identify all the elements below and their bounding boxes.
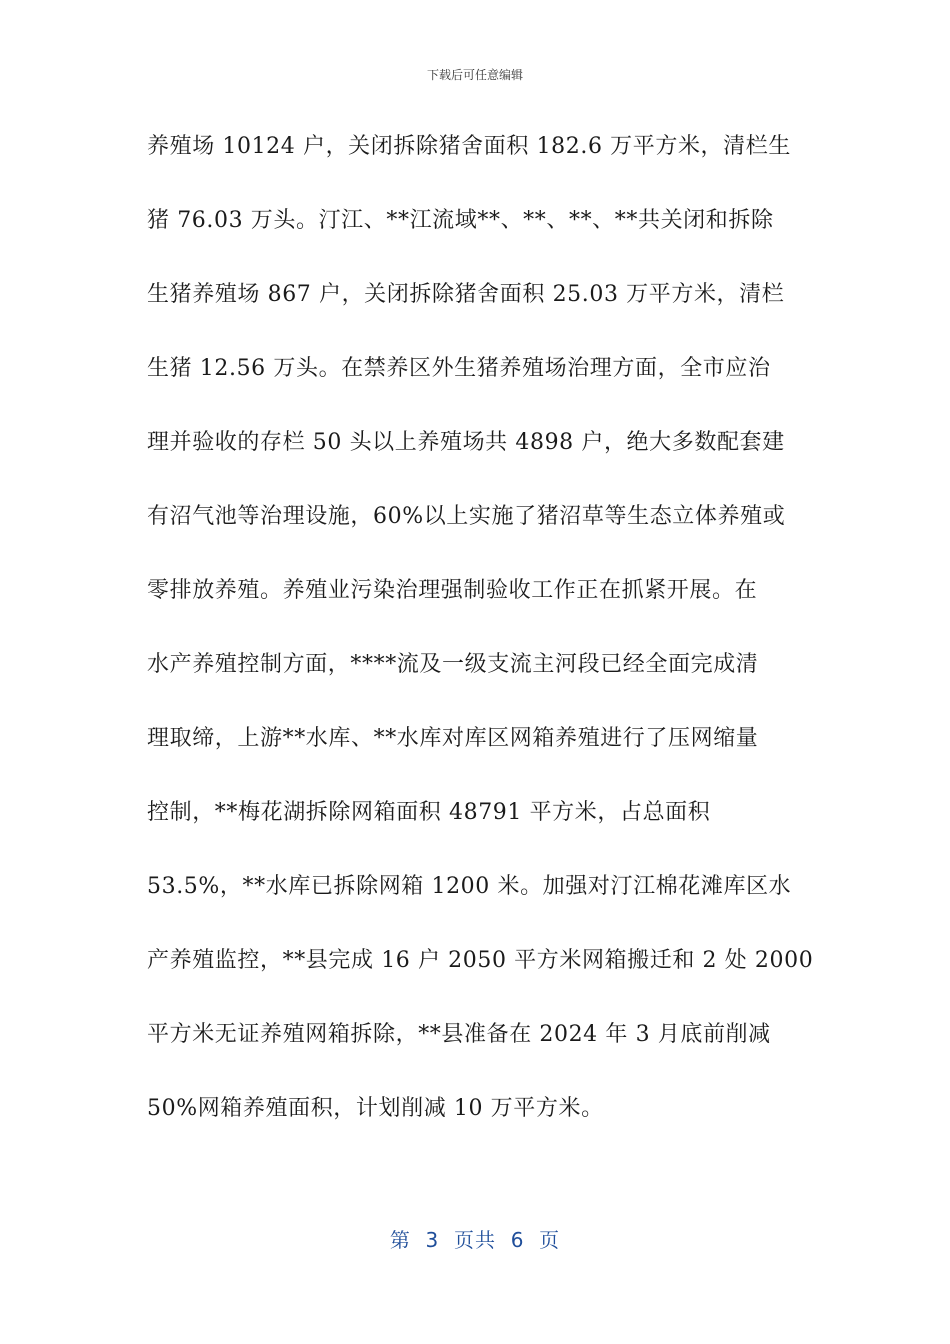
body-line-12: 产养殖监控，**县完成 16 户 2050 平方米网箱搬迁和 2 处 2000 bbox=[147, 948, 814, 973]
document-body bbox=[147, 123, 817, 1159]
body-line-3: 生猪养殖场 867 户，关闭拆除猪舍面积 25.03 万平方米，清栏 bbox=[147, 282, 785, 307]
page-number-footer: 第 3 页共 6 页 bbox=[389, 1228, 561, 1252]
body-line-11: 53.5%，**水库已拆除网箱 1200 米。加强对汀江棉花滩库区水 bbox=[147, 874, 792, 899]
body-line-1: 养殖场 10124 户，关闭拆除猪舍面积 182.6 万平方米，清栏生 bbox=[147, 134, 791, 159]
body-line-5: 理并验收的存栏 50 头以上养殖场共 4898 户，绝大多数配套建 bbox=[147, 430, 785, 455]
body-line-6: 有沼气池等治理设施，60%以上实施了猪沼草等生态立体养殖或 bbox=[147, 504, 786, 529]
body-line-2: 猪 76.03 万头。汀江、**江流域**、**、**、**共关闭和拆除 bbox=[147, 208, 774, 233]
body-line-7: 零排放养殖。养殖业污染治理强制验收工作正在抓紧开展。在 bbox=[147, 578, 758, 603]
body-line-4: 生猪 12.56 万头。在禁养区外生猪养殖场治理方面，全市应治 bbox=[147, 356, 771, 381]
body-line-14: 50%网箱养殖面积，计划削减 10 万平方米。 bbox=[147, 1096, 604, 1121]
body-line-9: 理取缔，上游**水库、**水库对库区网箱养殖进行了压网缩量 bbox=[147, 726, 759, 751]
body-line-8: 水产养殖控制方面，****流及一级支流主河段已经全面完成清 bbox=[147, 652, 759, 677]
body-line-10: 控制，**梅花湖拆除网箱面积 48791 平方米，占总面积 bbox=[147, 800, 711, 825]
body-line-13: 平方米无证养殖网箱拆除，**县准备在 2024 年 3 月底前削减 bbox=[147, 1022, 771, 1047]
page-header-note: 下载后可任意编辑 bbox=[426, 68, 523, 82]
